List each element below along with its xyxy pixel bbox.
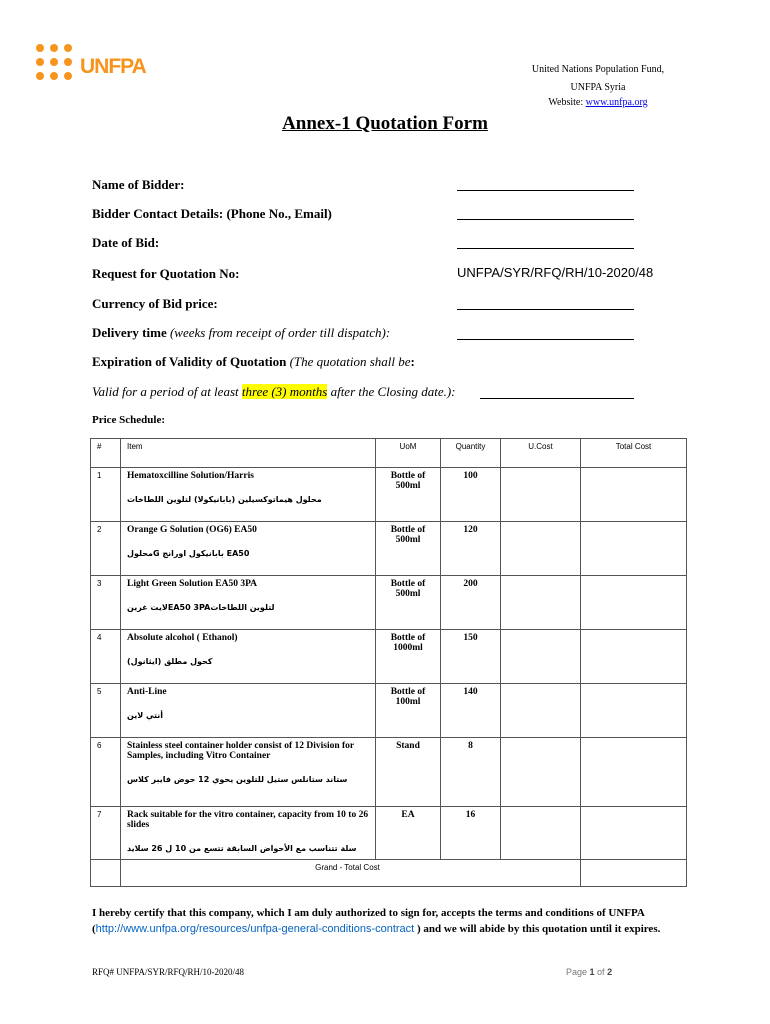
- header-office: UNFPA Syria: [570, 82, 626, 93]
- table-header-row: [91, 439, 687, 468]
- quantity-cell: 100: [441, 468, 501, 522]
- quantity-cell: 8: [441, 738, 501, 807]
- table-row: [91, 684, 687, 738]
- price-schedule-label: Price Schedule:: [92, 414, 166, 426]
- item-cell: [121, 522, 376, 576]
- unit-cost-cell[interactable]: [501, 807, 581, 860]
- quantity-cell: 200: [441, 576, 501, 630]
- rfq-label: Request for Quotation No:: [92, 266, 240, 281]
- page-number: Page 1 of 2: [566, 967, 613, 977]
- grand-total-value[interactable]: [581, 860, 687, 887]
- item-name: Anti-Line: [127, 687, 167, 697]
- item-name-arabic: كحول مطلق (ايثانول): [127, 657, 213, 666]
- uom-cell: Bottle of 1000ml: [376, 630, 441, 684]
- quantity-cell: 120: [441, 522, 501, 576]
- validity-field[interactable]: [480, 398, 634, 399]
- delivery-field[interactable]: [457, 339, 634, 340]
- item-name-arabic: سلة تتناسب مع الأحواض السابقة تتسع من 10 ل 26 سلايد: [127, 844, 357, 853]
- website-label: Website:: [548, 97, 586, 108]
- total-cost-cell[interactable]: [581, 738, 687, 807]
- col-uom: UoM: [376, 439, 441, 468]
- total-cost-cell[interactable]: [581, 468, 687, 522]
- page-title: Annex-1 Quotation Form: [282, 113, 488, 134]
- header-website: [480, 97, 716, 108]
- table-row: [91, 576, 687, 630]
- uom-cell: Stand: [376, 738, 441, 807]
- uom-cell: EA: [376, 807, 441, 860]
- row-number: 6: [91, 738, 121, 807]
- row-number: 3: [91, 576, 121, 630]
- item-cell: [121, 807, 376, 860]
- website-link[interactable]: www.unfpa.org: [585, 97, 648, 108]
- unit-cost-cell[interactable]: [501, 522, 581, 576]
- expiration-label: Expiration of Validity of Quotation (The quotation shall be:: [92, 354, 415, 369]
- certification-text: I hereby certify that this company, which I am duly authorized to sign for, accepts the terms and conditions of UNFPA (http://www.unfpa.org/resources/unfpa-general-conditions-contract ) and we will abide by this quotation until it expires.: [92, 907, 661, 935]
- item-cell: [121, 630, 376, 684]
- total-cost-cell[interactable]: [581, 807, 687, 860]
- item-cell: [121, 576, 376, 630]
- row-number: 5: [91, 684, 121, 738]
- table-row: [91, 807, 687, 860]
- col-quantity: Quantity: [441, 439, 501, 468]
- quantity-cell: 150: [441, 630, 501, 684]
- bidder-name-label: Name of Bidder:: [92, 177, 185, 192]
- contact-field[interactable]: [457, 219, 634, 220]
- item-cell: [121, 738, 376, 807]
- date-label: Date of Bid:: [92, 235, 160, 250]
- col-number: #: [91, 439, 121, 468]
- row-number: 2: [91, 522, 121, 576]
- logo-text: UNFPA: [80, 55, 146, 78]
- table-row: [91, 468, 687, 522]
- unit-cost-cell[interactable]: [501, 630, 581, 684]
- quantity-cell: 140: [441, 684, 501, 738]
- conditions-link[interactable]: http://www.unfpa.org/resources/unfpa-general-conditions-contract: [95, 923, 415, 935]
- table-row: [91, 738, 687, 807]
- item-name: Rack suitable for the vitro container, capacity from 10 to 26 slides: [127, 810, 369, 830]
- bidder-name-field[interactable]: [457, 190, 634, 191]
- date-field[interactable]: [457, 248, 634, 249]
- rfq-value: UNFPA/SYR/RFQ/RH/10-2020/48: [457, 265, 654, 280]
- item-name-arabic: محلول هيماتوكسيلين (بابانيكولا) لتلوين اللطاخات: [127, 495, 322, 504]
- table-row: [91, 522, 687, 576]
- grand-total-blank: [91, 860, 121, 887]
- item-name-arabic: EA50 بابانيكول اورانج Gمحلول: [127, 549, 250, 558]
- total-cost-cell[interactable]: [581, 576, 687, 630]
- unit-cost-cell[interactable]: [501, 684, 581, 738]
- row-number: 4: [91, 630, 121, 684]
- total-cost-cell[interactable]: [581, 630, 687, 684]
- footer-rfq: RFQ# UNFPA/SYR/RFQ/RH/10-2020/48: [92, 967, 244, 977]
- uom-cell: Bottle of 500ml: [376, 468, 441, 522]
- grand-total-row: [91, 860, 687, 887]
- item-name: Stainless steel container holder consist of 12 Division for Samples, including Vitro Container: [127, 741, 354, 761]
- contact-label: Bidder Contact Details: (Phone No., Email): [92, 206, 332, 221]
- unit-cost-cell[interactable]: [501, 738, 581, 807]
- item-name-arabic: أنتي لاين: [127, 711, 164, 720]
- unit-cost-cell[interactable]: [501, 468, 581, 522]
- grand-total-label: Grand - Total Cost: [121, 860, 581, 887]
- item-cell: [121, 684, 376, 738]
- total-cost-cell[interactable]: [581, 684, 687, 738]
- price-schedule-table: [90, 438, 687, 887]
- uom-cell: Bottle of 500ml: [376, 522, 441, 576]
- item-name-arabic: لتلوين اللطاخاتEA50 3PAلايت غرين: [127, 603, 275, 612]
- delivery-label: Delivery time (weeks from receipt of order till dispatch):: [92, 325, 391, 340]
- row-number: 1: [91, 468, 121, 522]
- table-row: [91, 630, 687, 684]
- currency-label: Currency of Bid price:: [92, 296, 218, 311]
- item-name: Light Green Solution EA50 3PA: [127, 579, 258, 589]
- total-cost-cell[interactable]: [581, 522, 687, 576]
- uom-cell: Bottle of 100ml: [376, 684, 441, 738]
- unfpa-logo-icon: [36, 44, 82, 90]
- quantity-cell: 16: [441, 807, 501, 860]
- header-org: United Nations Population Fund,: [531, 64, 665, 75]
- currency-field[interactable]: [457, 309, 634, 310]
- item-name: Hematoxcilline Solution/Harris: [127, 471, 254, 481]
- row-number: 7: [91, 807, 121, 860]
- unit-cost-cell[interactable]: [501, 576, 581, 630]
- col-unit-cost: U.Cost: [501, 439, 581, 468]
- item-name-arabic: ستاند ستانلس ستيل للتلوين يحوي 12 حوض فايبر كلاس: [127, 775, 348, 784]
- item-cell: [121, 468, 376, 522]
- col-total-cost: Total Cost: [581, 439, 687, 468]
- item-name: Absolute alcohol ( Ethanol): [127, 633, 238, 643]
- item-name: Orange G Solution (OG6) EA50: [127, 525, 257, 535]
- uom-cell: Bottle of 500ml: [376, 576, 441, 630]
- validity-text: Valid for a period of at least three (3) months after the Closing date.):: [92, 384, 456, 399]
- col-item: Item: [121, 439, 376, 468]
